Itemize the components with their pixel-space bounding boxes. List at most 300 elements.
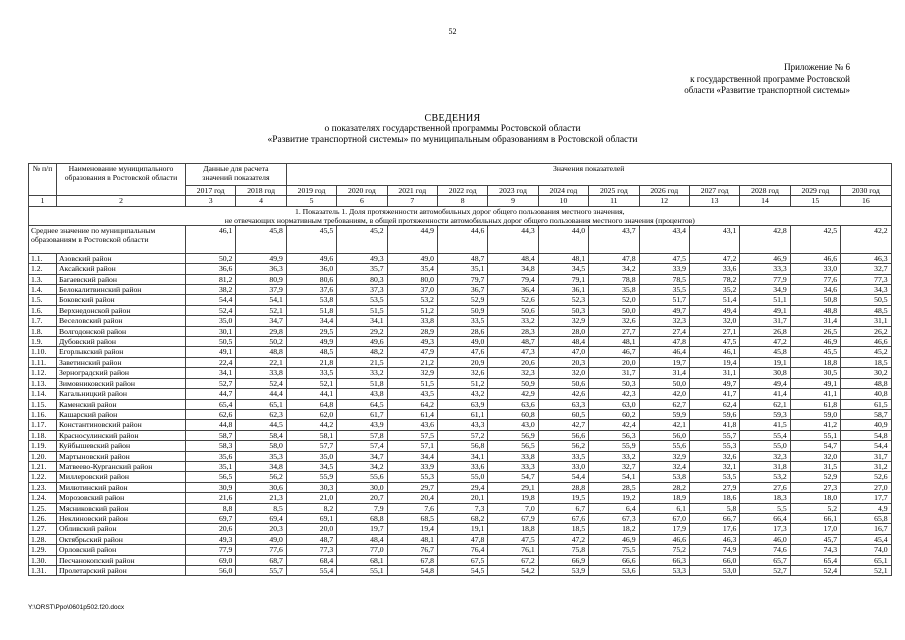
value-cell: 21,3 — [236, 493, 286, 503]
value-cell: 61,4 — [387, 409, 437, 419]
value-cell: 37,6 — [286, 285, 336, 295]
value-cell: 48,4 — [538, 337, 588, 347]
value-cell: 45,4 — [841, 534, 891, 544]
value-cell: 19,4 — [689, 357, 739, 367]
value-cell: 27,7 — [589, 326, 639, 336]
value-cell: 32,6 — [689, 451, 739, 461]
value-cell: 28,9 — [387, 326, 437, 336]
value-cell: 68,1 — [337, 555, 387, 565]
value-cell: 59,3 — [740, 409, 790, 419]
row-number: 1.13. — [29, 378, 57, 388]
value-cell: 33,9 — [639, 264, 689, 274]
value-cell: 36,6 — [186, 264, 236, 274]
row-number: 1.2. — [29, 264, 57, 274]
value-cell: 44,0 — [538, 225, 588, 253]
indicators-table-body — [29, 164, 892, 576]
value-cell: 34,4 — [286, 316, 336, 326]
value-cell: 68,5 — [387, 513, 437, 523]
value-cell: 51,8 — [337, 378, 387, 388]
value-cell: 78,5 — [639, 274, 689, 284]
value-cell: 30,6 — [236, 482, 286, 492]
value-cell: 38,2 — [186, 285, 236, 295]
value-cell: 29,7 — [387, 482, 437, 492]
value-cell: 18,5 — [538, 524, 588, 534]
municipality-name: Морозовский район — [57, 493, 186, 503]
value-cell: 27,3 — [790, 482, 840, 492]
value-cell: 31,1 — [689, 368, 739, 378]
value-cell: 47,8 — [589, 253, 639, 263]
value-cell: 53,5 — [337, 295, 387, 305]
value-cell: 48,2 — [337, 347, 387, 357]
value-cell: 64,5 — [337, 399, 387, 409]
row-number: 1.3. — [29, 274, 57, 284]
value-cell: 55,6 — [639, 441, 689, 451]
value-cell: 49,3 — [387, 337, 437, 347]
row-number: 1.14. — [29, 389, 57, 399]
value-cell: 75,5 — [589, 545, 639, 555]
column-index: 12 — [639, 196, 689, 206]
value-cell: 67,0 — [639, 513, 689, 523]
value-cell: 52,3 — [538, 295, 588, 305]
value-cell: 49,9 — [286, 337, 336, 347]
value-cell: 31,4 — [790, 316, 840, 326]
value-cell: 49,6 — [337, 337, 387, 347]
value-cell: 50,9 — [488, 378, 538, 388]
value-cell: 64,2 — [387, 399, 437, 409]
value-cell: 19,1 — [437, 524, 487, 534]
value-cell: 59,6 — [689, 409, 739, 419]
municipality-name: Егорлыкский район — [57, 347, 186, 357]
table-row — [29, 409, 892, 419]
value-cell: 47,3 — [488, 347, 538, 357]
value-cell: 62,7 — [639, 399, 689, 409]
value-cell: 33,8 — [387, 316, 437, 326]
value-cell: 48,8 — [790, 305, 840, 315]
value-cell: 66,3 — [639, 555, 689, 565]
value-cell: 42,6 — [538, 389, 588, 399]
value-cell: 46,6 — [790, 253, 840, 263]
appendix-line: области «Развитие транспортной системы» — [684, 85, 850, 95]
municipality-name: Орловский район — [57, 545, 186, 555]
value-cell: 63,6 — [488, 399, 538, 409]
value-cell: 36,0 — [286, 264, 336, 274]
appendix-line: Приложение № 6 — [784, 62, 850, 72]
year-header: 2030 год — [841, 186, 891, 196]
value-cell: 55,0 — [740, 441, 790, 451]
value-cell: 54,7 — [790, 441, 840, 451]
footer-file-path: Y:\ORST\Ppo\0601p502.f20.docx — [28, 604, 125, 611]
value-cell: 35,8 — [589, 285, 639, 295]
value-cell: 80,9 — [236, 274, 286, 284]
year-header: 2022 год — [437, 186, 487, 196]
value-cell: 4,9 — [841, 503, 891, 513]
appendix-block — [684, 62, 850, 97]
value-cell: 55,3 — [689, 441, 739, 451]
indicator-row — [29, 206, 892, 225]
value-cell: 52,9 — [790, 472, 840, 482]
value-cell: 17,9 — [639, 524, 689, 534]
value-cell: 51,2 — [437, 378, 487, 388]
value-cell: 36,4 — [488, 285, 538, 295]
value-cell: 76,4 — [437, 545, 487, 555]
value-cell: 50,9 — [437, 305, 487, 315]
value-cell: 66,6 — [589, 555, 639, 565]
value-cell: 62,6 — [186, 409, 236, 419]
value-cell: 54,5 — [437, 566, 487, 576]
value-cell: 34,2 — [589, 264, 639, 274]
value-cell: 53,2 — [387, 295, 437, 305]
value-cell: 48,1 — [589, 337, 639, 347]
row-number: 1.12. — [29, 368, 57, 378]
value-cell: 48,8 — [236, 347, 286, 357]
municipality-name: Верхнедонской район — [57, 305, 186, 315]
year-header: 2021 год — [387, 186, 437, 196]
value-cell: 6,7 — [538, 503, 588, 513]
value-cell: 64,8 — [286, 399, 336, 409]
value-cell: 32,0 — [689, 316, 739, 326]
value-cell: 49,0 — [236, 534, 286, 544]
value-cell: 65,4 — [186, 399, 236, 409]
value-cell: 44,6 — [437, 225, 487, 253]
row-number: 1.1. — [29, 253, 57, 263]
value-cell: 53,8 — [639, 472, 689, 482]
municipality-name: Зимовниковский район — [57, 378, 186, 388]
value-cell: 46,1 — [689, 347, 739, 357]
value-cell: 20,6 — [186, 524, 236, 534]
value-cell: 68,8 — [337, 513, 387, 523]
municipality-name: Мартыновский район — [57, 451, 186, 461]
municipality-name: Заветинский район — [57, 357, 186, 367]
municipality-name: Каменский район — [57, 399, 186, 409]
municipality-name: Дубовский район — [57, 337, 186, 347]
value-cell: 30,0 — [337, 482, 387, 492]
value-cell: 78,2 — [689, 274, 739, 284]
indicator-line: не отвечающих нормативным требованиям, в общей протяженности автомобильных дорог общего пользования местного значения (процентов) — [224, 215, 695, 225]
table-row — [29, 326, 892, 336]
value-cell: 31,7 — [589, 368, 639, 378]
value-cell: 74,0 — [841, 545, 891, 555]
value-cell: 46,1 — [186, 225, 236, 253]
municipality-name: Веселовский район — [57, 316, 186, 326]
table-row — [29, 399, 892, 409]
value-cell: 30,8 — [740, 368, 790, 378]
value-cell: 48,1 — [538, 253, 588, 263]
value-cell: 48,5 — [841, 305, 891, 315]
value-cell: 50,2 — [186, 253, 236, 263]
value-cell: 55,4 — [740, 430, 790, 440]
value-cell: 33,8 — [488, 451, 538, 461]
value-cell: 43,1 — [689, 225, 739, 253]
value-cell: 54,1 — [236, 295, 286, 305]
value-cell: 66,4 — [740, 513, 790, 523]
value-cell: 31,2 — [841, 461, 891, 471]
value-cell: 19,2 — [589, 493, 639, 503]
value-cell: 55,6 — [337, 472, 387, 482]
value-cell: 53,0 — [689, 566, 739, 576]
municipality-name: Зерноградский район — [57, 368, 186, 378]
value-cell: 32,9 — [538, 316, 588, 326]
value-cell: 43,9 — [337, 420, 387, 430]
table-row — [29, 274, 892, 284]
value-cell: 47,8 — [437, 534, 487, 544]
table-row — [29, 253, 892, 263]
value-cell: 33,6 — [689, 264, 739, 274]
value-cell: 33,5 — [286, 368, 336, 378]
value-cell: 43,4 — [639, 225, 689, 253]
municipality-name: Красносулинский район — [57, 430, 186, 440]
table-row — [29, 368, 892, 378]
value-cell: 77,6 — [790, 274, 840, 284]
value-cell: 17,3 — [740, 524, 790, 534]
value-cell: 45,8 — [236, 225, 286, 253]
value-cell: 30,2 — [841, 368, 891, 378]
value-cell: 35,7 — [337, 264, 387, 274]
value-cell: 5,2 — [790, 503, 840, 513]
value-cell: 17,7 — [841, 493, 891, 503]
value-cell: 33,3 — [740, 264, 790, 274]
value-cell: 21,8 — [286, 357, 336, 367]
row-number: 1.5. — [29, 295, 57, 305]
municipality-name: Песчанокопский район — [57, 555, 186, 565]
table-row — [29, 555, 892, 565]
row-number: 1.15. — [29, 399, 57, 409]
value-cell: 52,0 — [589, 295, 639, 305]
value-cell: 79,7 — [437, 274, 487, 284]
value-cell: 52,1 — [841, 566, 891, 576]
value-cell: 46,3 — [689, 534, 739, 544]
value-cell: 33,8 — [236, 368, 286, 378]
table-row — [29, 357, 892, 367]
value-cell: 45,5 — [286, 225, 336, 253]
row-number: 1.16. — [29, 409, 57, 419]
value-cell: 65,1 — [841, 555, 891, 565]
value-cell: 44,7 — [186, 389, 236, 399]
value-cell: 35,4 — [387, 264, 437, 274]
value-cell: 41,4 — [740, 389, 790, 399]
value-cell: 33,0 — [790, 264, 840, 274]
value-cell: 49,4 — [740, 378, 790, 388]
value-cell: 51,5 — [337, 305, 387, 315]
municipality-name: Азовский район — [57, 253, 186, 263]
value-cell: 62,1 — [740, 399, 790, 409]
value-cell: 30,3 — [286, 482, 336, 492]
value-cell: 52,1 — [236, 305, 286, 315]
value-cell: 49,4 — [689, 305, 739, 315]
value-cell: 35,1 — [437, 264, 487, 274]
value-cell: 31,7 — [740, 316, 790, 326]
value-cell: 34,2 — [337, 461, 387, 471]
value-cell: 49,7 — [689, 378, 739, 388]
row-number: 1.27. — [29, 524, 57, 534]
value-cell: 61,8 — [790, 399, 840, 409]
value-cell: 63,9 — [437, 399, 487, 409]
value-cell: 5,8 — [689, 503, 739, 513]
municipality-name: Аксайский район — [57, 264, 186, 274]
value-cell: 46,9 — [589, 534, 639, 544]
document-title: СВЕДЕНИЯ — [424, 113, 481, 124]
value-cell: 50,3 — [538, 305, 588, 315]
value-cell: 27,6 — [740, 482, 790, 492]
municipality-name: Багаевский район — [57, 274, 186, 284]
value-cell: 35,0 — [286, 451, 336, 461]
value-cell: 19,1 — [740, 357, 790, 367]
row-number: 1.6. — [29, 305, 57, 315]
value-cell: 18,3 — [740, 493, 790, 503]
column-index: 9 — [488, 196, 538, 206]
value-cell: 44,8 — [186, 420, 236, 430]
value-cell: 68,4 — [286, 555, 336, 565]
table-row — [29, 534, 892, 544]
value-cell: 42,9 — [488, 389, 538, 399]
value-cell: 35,2 — [689, 285, 739, 295]
year-header: 2027 год — [689, 186, 739, 196]
value-cell: 34,3 — [841, 285, 891, 295]
value-cell: 35,0 — [186, 316, 236, 326]
value-cell: 48,4 — [337, 534, 387, 544]
value-cell: 49,0 — [387, 253, 437, 263]
table-row — [29, 441, 892, 451]
value-cell: 77,0 — [337, 545, 387, 555]
value-cell: 6,1 — [639, 503, 689, 513]
value-cell: 44,1 — [286, 389, 336, 399]
table-row — [29, 482, 892, 492]
value-cell: 33,2 — [337, 368, 387, 378]
column-index: 15 — [790, 196, 840, 206]
header-number: № п/п — [29, 164, 57, 196]
value-cell: 37,9 — [236, 285, 286, 295]
table-row — [29, 264, 892, 274]
value-cell: 49,1 — [790, 378, 840, 388]
value-cell: 44,4 — [236, 389, 286, 399]
value-cell: 7,6 — [387, 503, 437, 513]
municipality-name: Неклиновский район — [57, 513, 186, 523]
column-index: 14 — [740, 196, 790, 206]
value-cell: 67,2 — [488, 555, 538, 565]
value-cell: 42,8 — [740, 225, 790, 253]
value-cell: 42,1 — [639, 420, 689, 430]
value-cell: 61,1 — [437, 409, 487, 419]
value-cell: 76,1 — [488, 545, 538, 555]
value-cell: 66,9 — [538, 555, 588, 565]
table-row — [29, 430, 892, 440]
value-cell: 75,2 — [639, 545, 689, 555]
value-cell: 57,8 — [337, 430, 387, 440]
value-cell: 20,4 — [387, 493, 437, 503]
column-index: 16 — [841, 196, 891, 206]
value-cell: 49,3 — [186, 534, 236, 544]
value-cell: 53,8 — [286, 295, 336, 305]
value-cell: 33,2 — [589, 451, 639, 461]
value-cell: 28,6 — [437, 326, 487, 336]
row-number: 1.23. — [29, 482, 57, 492]
value-cell: 28,0 — [538, 326, 588, 336]
municipality-name: Милютинский район — [57, 482, 186, 492]
table-row — [29, 493, 892, 503]
value-cell: 49,0 — [437, 337, 487, 347]
value-cell: 30,9 — [186, 482, 236, 492]
value-cell: 63,3 — [538, 399, 588, 409]
value-cell: 53,5 — [689, 472, 739, 482]
value-cell: 49,1 — [740, 305, 790, 315]
value-cell: 41,2 — [790, 420, 840, 430]
value-cell: 7,9 — [337, 503, 387, 513]
value-cell: 35,5 — [639, 285, 689, 295]
value-cell: 31,8 — [740, 461, 790, 471]
value-cell: 65,7 — [740, 555, 790, 565]
value-cell: 67,3 — [589, 513, 639, 523]
value-cell: 69,7 — [186, 513, 236, 523]
value-cell: 41,1 — [790, 389, 840, 399]
row-number: 1.17. — [29, 420, 57, 430]
value-cell: 52,4 — [236, 378, 286, 388]
value-cell: 34,9 — [740, 285, 790, 295]
value-cell: 18,5 — [841, 357, 891, 367]
value-cell: 32,3 — [488, 368, 538, 378]
value-cell: 33,3 — [488, 461, 538, 471]
value-cell: 47,6 — [437, 347, 487, 357]
value-cell: 50,6 — [488, 305, 538, 315]
value-cell: 32,4 — [639, 461, 689, 471]
value-cell: 17,6 — [689, 524, 739, 534]
value-cell: 48,7 — [437, 253, 487, 263]
table-row — [29, 285, 892, 295]
value-cell: 26,2 — [841, 326, 891, 336]
value-cell: 51,8 — [286, 305, 336, 315]
row-number: 1.11. — [29, 357, 57, 367]
municipality-name: Миллеровский район — [57, 472, 186, 482]
value-cell: 57,4 — [337, 441, 387, 451]
row-number: 1.28. — [29, 534, 57, 544]
table-row — [29, 347, 892, 357]
value-cell: 21,6 — [186, 493, 236, 503]
value-cell: 34,4 — [387, 451, 437, 461]
value-cell: 34,6 — [790, 285, 840, 295]
value-cell: 50,0 — [639, 378, 689, 388]
value-cell: 42,7 — [538, 420, 588, 430]
column-index: 8 — [437, 196, 487, 206]
value-cell: 46,4 — [639, 347, 689, 357]
value-cell: 48,7 — [286, 534, 336, 544]
value-cell: 36,3 — [236, 264, 286, 274]
value-cell: 37,0 — [387, 285, 437, 295]
value-cell: 42,0 — [639, 389, 689, 399]
header-values: Значения показателей — [286, 164, 891, 186]
value-cell: 65,1 — [236, 399, 286, 409]
value-cell: 44,3 — [488, 225, 538, 253]
table-row — [29, 420, 892, 430]
value-cell: 56,6 — [538, 430, 588, 440]
value-cell: 66,7 — [689, 513, 739, 523]
row-number: 1.19. — [29, 441, 57, 451]
value-cell: 47,2 — [689, 253, 739, 263]
value-cell: 47,2 — [538, 534, 588, 544]
value-cell: 47,5 — [689, 337, 739, 347]
value-cell: 29,8 — [236, 326, 286, 336]
value-cell: 46,9 — [790, 337, 840, 347]
value-cell: 8,5 — [236, 503, 286, 513]
value-cell: 43,3 — [437, 420, 487, 430]
header-municipality: Наименование муниципального образования в Ростовской области — [57, 164, 186, 196]
value-cell: 44,5 — [236, 420, 286, 430]
year-header: 2028 год — [740, 186, 790, 196]
value-cell: 63,0 — [589, 399, 639, 409]
table-row — [29, 503, 892, 513]
value-cell: 56,2 — [236, 472, 286, 482]
value-cell: 80,6 — [286, 274, 336, 284]
appendix-line: к государственной программе Ростовской — [690, 73, 850, 84]
value-cell: 16,7 — [841, 524, 891, 534]
value-cell: 42,3 — [589, 389, 639, 399]
